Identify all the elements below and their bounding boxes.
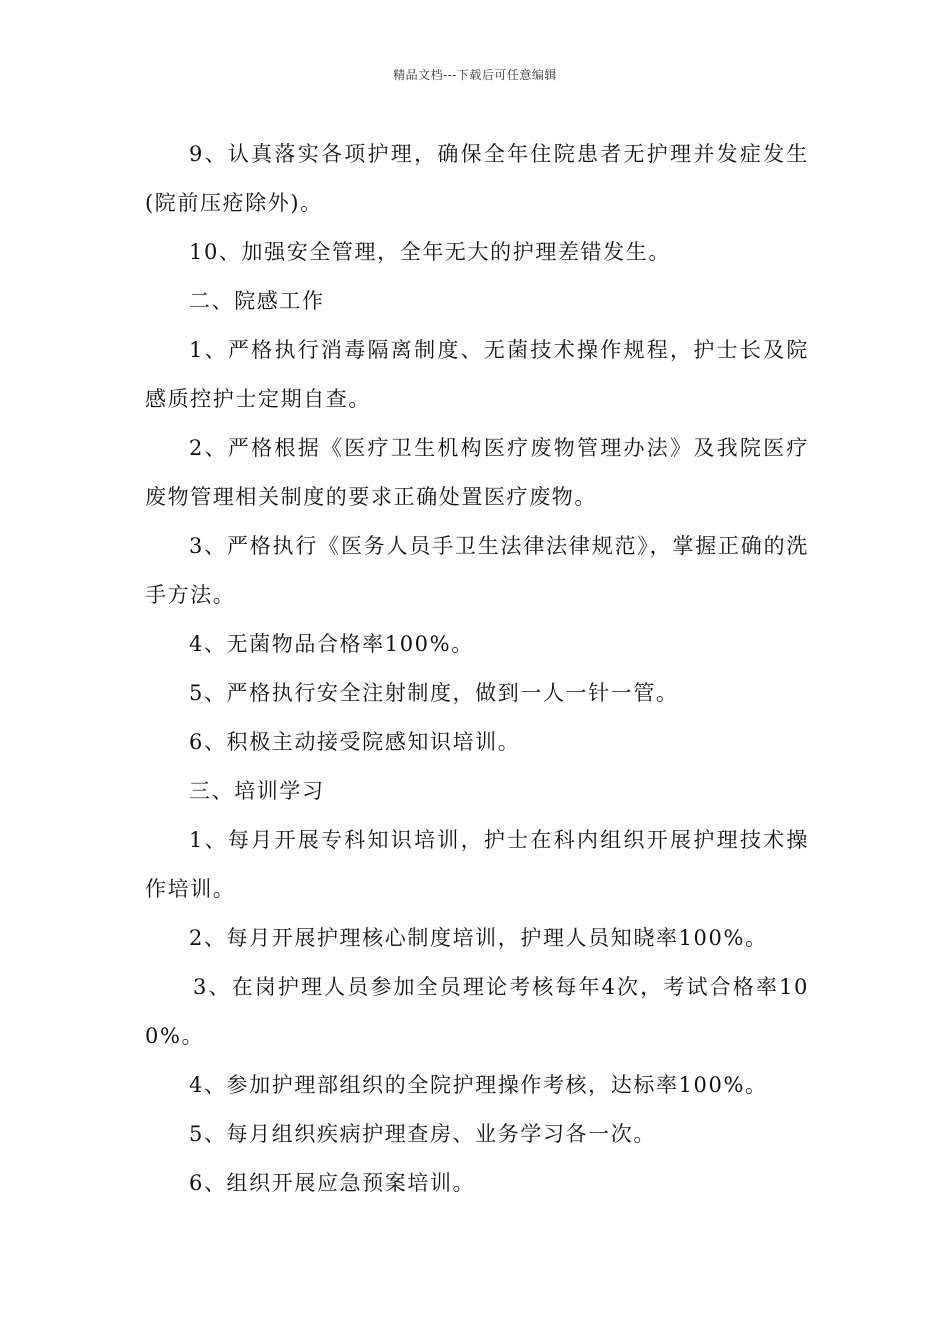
section-heading-training: 三、培训学习 [189, 779, 325, 803]
paragraph-infection-5: 5、严格执行安全注射制度，做到一人一针一管。 [189, 681, 679, 705]
paragraph-training-6: 6、组织开展应急预案培训。 [189, 1171, 476, 1195]
paragraph-infection-1: 1、严格执行消毒隔离制度、无菌技术操作规程，护士长及院感质控护士定期自查。 [145, 338, 809, 411]
paragraph-infection-6: 6、积极主动接受院感知识培训。 [189, 730, 521, 754]
paragraph-training-2: 2、每月开展护理核心制度培训，护理人员知晓率100%。 [189, 926, 768, 950]
paragraph-infection-3: 3、严格执行《医务人员手卫生法律法律规范》，掌握正确的洗手方法。 [145, 534, 809, 607]
document-body [145, 130, 809, 1208]
paragraph-infection-2: 2、严格根据《医疗卫生机构医疗废物管理办法》及我院医疗废物管理相关制度的要求正确处置医疗废物。 [145, 436, 809, 509]
paragraph-training-3: 3、在岗护理人员参加全员理论考核每年4次，考试合格率100%。 [145, 975, 809, 1048]
paragraph-training-5: 5、每月组织疾病护理查房、业务学习各一次。 [189, 1122, 656, 1146]
paragraph-infection-4: 4、无菌物品合格率100%。 [189, 632, 474, 656]
paragraph-item-9: 9、认真落实各项护理，确保全年住院患者无护理并发症发生(院前压疮除外)。 [145, 142, 809, 215]
paragraph-item-10: 10、加强安全管理，全年无大的护理差错发生。 [189, 240, 671, 264]
paragraph-training-4: 4、参加护理部组织的全院护理操作考核，达标率100%。 [189, 1073, 768, 1097]
page-header: 精品文档---下载后可任意编辑 [393, 68, 557, 82]
paragraph-training-1: 1、每月开展专科知识培训，护士在科内组织开展护理技术操作培训。 [145, 828, 809, 901]
section-heading-infection-control: 二、院感工作 [189, 289, 325, 313]
